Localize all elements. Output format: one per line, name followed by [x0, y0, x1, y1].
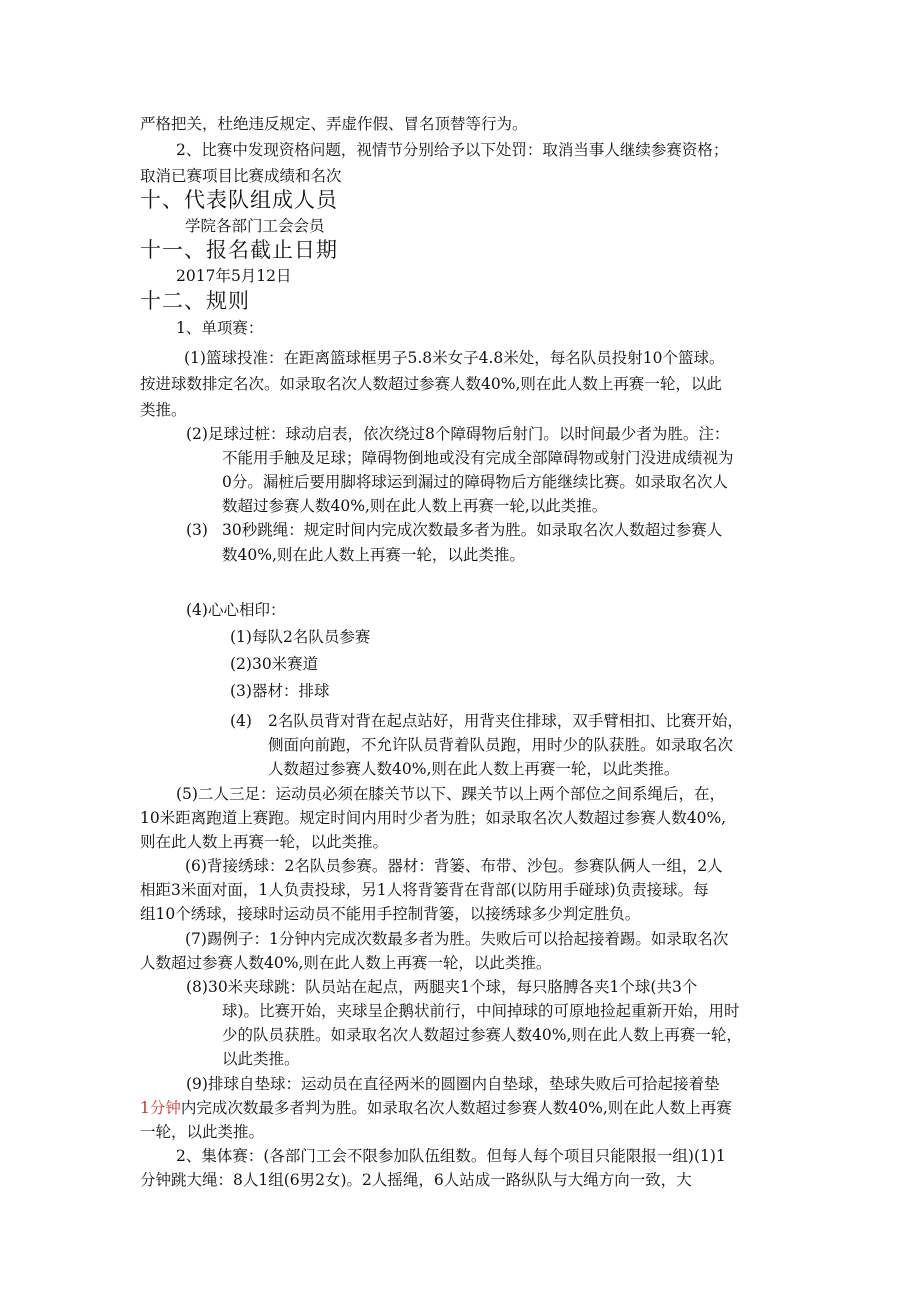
list-marker: (3) [186, 521, 208, 539]
text-line: 取消已赛项目比赛成绩和名次 [140, 167, 342, 185]
text-line: (2)足球过桩：球动启表，依次绕过8个障碍物后射门。以时间最少者为胜。注： [186, 425, 730, 443]
text-line: 组10个绣球，接球时运动员不能用手控制背篓，以接绣球多少判定胜负。 [140, 905, 641, 923]
text-segment: 内完成次数最多者判为胜。如录取名次人数超过参赛人数40%,则在此人数上再赛 [180, 1099, 732, 1117]
text-line: 少的队员获胜。如录取名次人数超过参赛人数40%,则在此人数上再赛一轮， [222, 1026, 742, 1044]
text-line: 数超过参赛人数40%,则在此人数上再赛一轮,以此类推。 [222, 497, 608, 515]
text-line: (3)器材：排球 [230, 682, 330, 700]
text-line: 按进球数排定名次。如录取名次人数超过参赛人数40%,则在此人数上再赛一轮，以此 [140, 375, 722, 393]
list-marker: (4) [230, 712, 252, 730]
text-line: 严格把关，杜绝违反规定、弄虚作假、冒名顶替等行为。 [140, 115, 528, 133]
text-line: 相距3米面对面，1人负责投球，另1人将背篓背在背部(以防用手碰球)负责接球。每 [140, 881, 709, 899]
text-line: 球)。比赛开始，夹球呈企鹅状前行，中间掉球的可原地捡起重新开始，用时 [222, 1002, 740, 1020]
text-line: 类推。 [140, 401, 187, 419]
text-line: (8)30米夹球跳：队员站在起点，两腿夹1个球，每只胳膊各夹1个球(共3个 [186, 978, 698, 996]
text-line: 分钟跳大绳：8人1组(6男2女)。2人摇绳，6人站成一路纵队与大绳方向一致，大 [140, 1171, 692, 1189]
text-line: 0分。漏桩后要用脚将球运到漏过的障碍物后方能继续比赛。如录取名次人 [222, 473, 728, 491]
text-line: 以此类推。 [222, 1050, 300, 1068]
text-line: (4)心心相印： [186, 601, 286, 619]
text-line: 30秒跳绳：规定时间内完成次数最多者为胜。如录取名次人数超过参赛人 [222, 521, 723, 539]
section-heading: 十二、规则 [140, 289, 250, 313]
text-line: (7)踢例子：1分钟内完成次数最多者为胜。失败后可以拾起接着踢。如录取名次 [185, 930, 729, 948]
text-line: 1、单项赛： [176, 319, 264, 337]
section-heading: 十、代表队组成人员 [140, 188, 338, 212]
text-line: 人数超过参赛人数40%,则在此人数上再赛一轮，以此类推。 [140, 954, 552, 972]
text-line [140, 1098, 732, 1118]
highlighted-text: 1分钟 [140, 1099, 181, 1117]
text-line: (2)30米赛道 [230, 655, 319, 673]
text-line: 不能用手触及足球；障碍物倒地或没有完成全部障碍物或射门没进成绩视为 [222, 449, 734, 467]
text-line: 人数超过参赛人数40%,则在此人数上再赛一轮，以此类推。 [268, 760, 680, 778]
text-line: 学院各部门工会会员 [185, 217, 325, 235]
section-heading: 十一、报名截止日期 [140, 238, 338, 262]
text-line: (1)篮球投准：在距离篮球框男子5.8米女子4.8米处，每名队员投射10个篮球。 [184, 349, 725, 367]
text-line: (1)每队2名队员参赛 [230, 628, 371, 646]
text-line: 2名队员背对背在起点站好，用背夹住排球，双手臂相扣、比赛开始， [268, 712, 743, 730]
text-line: (5)二人三足：运动员必须在膝关节以下、踝关节以上两个部位之间系绳后，在， [176, 785, 725, 803]
text-line: 2、比赛中发现资格问题，视情节分别给予以下处罚：取消当事人继续参赛资格； [176, 141, 729, 159]
text-line: 2、集体赛：(各部门工会不限参加队伍组数。但每人每个项目只能限报一组)(1)1 [176, 1147, 726, 1165]
text-line: 侧面向前跑，不允许队员背着队员跑，用时少的队获胜。如录取名次 [268, 736, 734, 754]
text-line: 数40%,则在此人数上再赛一轮，以此类推。 [222, 546, 525, 564]
text-line: 一轮，以此类推。 [140, 1123, 265, 1141]
text-line: (6)背接绣球：2名队员参赛。器材：背篓、布带、沙包。参赛队俩人一组，2人 [185, 857, 723, 875]
text-line: (9)排球自垫球：运动员在直径两米的圆圈内自垫球，垫球失败后可拾起接着垫 [186, 1075, 720, 1093]
text-line: 10米距离跑道上赛跑。规定时间内用时少者为胜；如录取名次人数超过参赛人数40%, [140, 809, 727, 827]
text-line: 2017年5月12日 [176, 267, 292, 285]
text-line: 则在此人数上再赛一轮，以此类推。 [140, 833, 389, 851]
